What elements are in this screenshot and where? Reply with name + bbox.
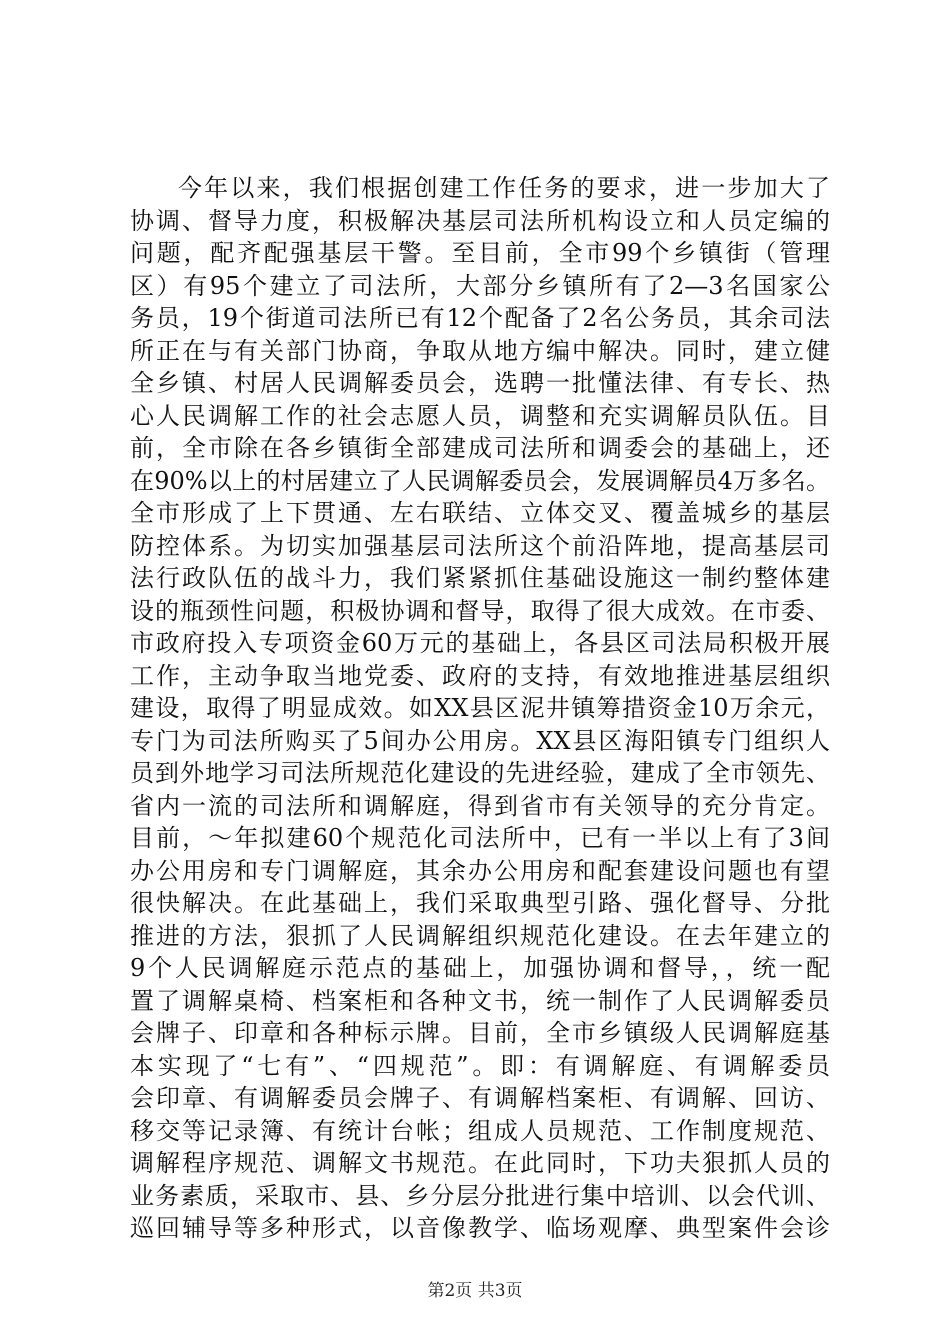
text-line: 务员，19个街道司法所已有12个配备了2名公务员，其余司法 [130,304,830,332]
text-line: 市政府投入专项资金60万元的基础上，各县区司法局积极开展 [130,629,830,657]
body-paragraph [130,172,830,1245]
text-line: 在90%以上的村居建立了人民调解委员会，发展调解员4万多名。 [130,466,830,495]
text-line: 巡回辅导等多种形式，以音像教学、临场观摩、典型案件会诊 [130,1214,830,1242]
text-line: 所正在与有关部门协商，争取从地方编中解决。同时，建立健 [130,336,830,365]
text-line: 专门为司法所购买了5间办公用房。XX县区海阳镇专门组织人 [130,726,830,755]
text-line: 业务素质，采取市、县、乡分层分批进行集中培训、以会代训、 [130,1181,830,1210]
text-line: 问题，配齐配强基层干警。至目前，全市99个乡镇街（管理 [130,239,830,267]
text-line: 会印章、有调解委员会牌子、有调解档案柜、有调解、回访、 [130,1084,830,1112]
text-line: 9个人民调解庭示范点的基础上，加强协调和督导，，统一配 [130,954,830,982]
text-line: 今年以来，我们根据创建工作任务的要求，进一步加大了 [178,174,830,202]
text-line: 前，全市除在各乡镇街全部建成司法所和调委会的基础上，还 [130,434,830,462]
text-line: 全市形成了上下贯通、左右联结、立体交叉、覆盖城乡的基层 [130,499,830,527]
page-footer [0,1276,950,1301]
text-line: 推进的方法，狠抓了人民调解组织规范化建设。在去年建立的 [130,921,830,950]
text-line: 建设，取得了明显成效。如XX县区泥井镇筹措资金10万余元， [130,694,830,722]
text-line: 区）有95个建立了司法所，大部分乡镇所有了2—3名国家公 [130,271,830,300]
text-line: 法行政队伍的战斗力，我们紧紧抓住基础设施这一制约整体建 [130,564,830,592]
text-line: 本实现了“七有”、“四规范”。即：有调解庭、有调解委员 [130,1051,830,1080]
text-line: 置了调解桌椅、档案柜和各种文书，统一制作了人民调解委员 [130,986,830,1015]
text-line: 会牌子、印章和各种标示牌。目前，全市乡镇级人民调解庭基 [130,1019,830,1047]
text-line: 员到外地学习司法所规范化建设的先进经验，建成了全市领先、 [130,759,830,787]
text-line: 很快解决。在此基础上，我们采取典型引路、强化督导、分批 [130,889,830,917]
text-line: 心人民调解工作的社会志愿人员，调整和充实调解员队伍。目 [130,401,830,430]
text-line: 工作，主动争取当地党委、政府的支持，有效地推进基层组织 [130,661,830,690]
text-line: 办公用房和专门调解庭，其余办公用房和配套建设问题也有望 [130,856,830,885]
text-line: 设的瓶颈性问题，积极协调和督导，取得了很大成效。在市委、 [130,596,830,625]
text-line: 防控体系。为切实加强基层司法所这个前沿阵地，提高基层司 [130,531,830,560]
text-line: 目前，～年拟建60个规范化司法所中，已有一半以上有了3间 [130,824,830,852]
page-number-label: 第2页 共3页 [427,1281,523,1301]
text-line: 协调、督导力度，积极解决基层司法所机构设立和人员定编的 [130,206,830,235]
text-line: 省内一流的司法所和调解庭，得到省市有关领导的充分肯定。 [130,791,830,820]
text-line: 移交等记录簿、有统计台帐；组成人员规范、工作制度规范、 [130,1116,830,1145]
text-line: 调解程序规范、调解文书规范。在此同时，下功夫狠抓人员的 [130,1149,830,1177]
text-line: 全乡镇、村居人民调解委员会，选聘一批懂法律、有专长、热 [130,369,830,397]
